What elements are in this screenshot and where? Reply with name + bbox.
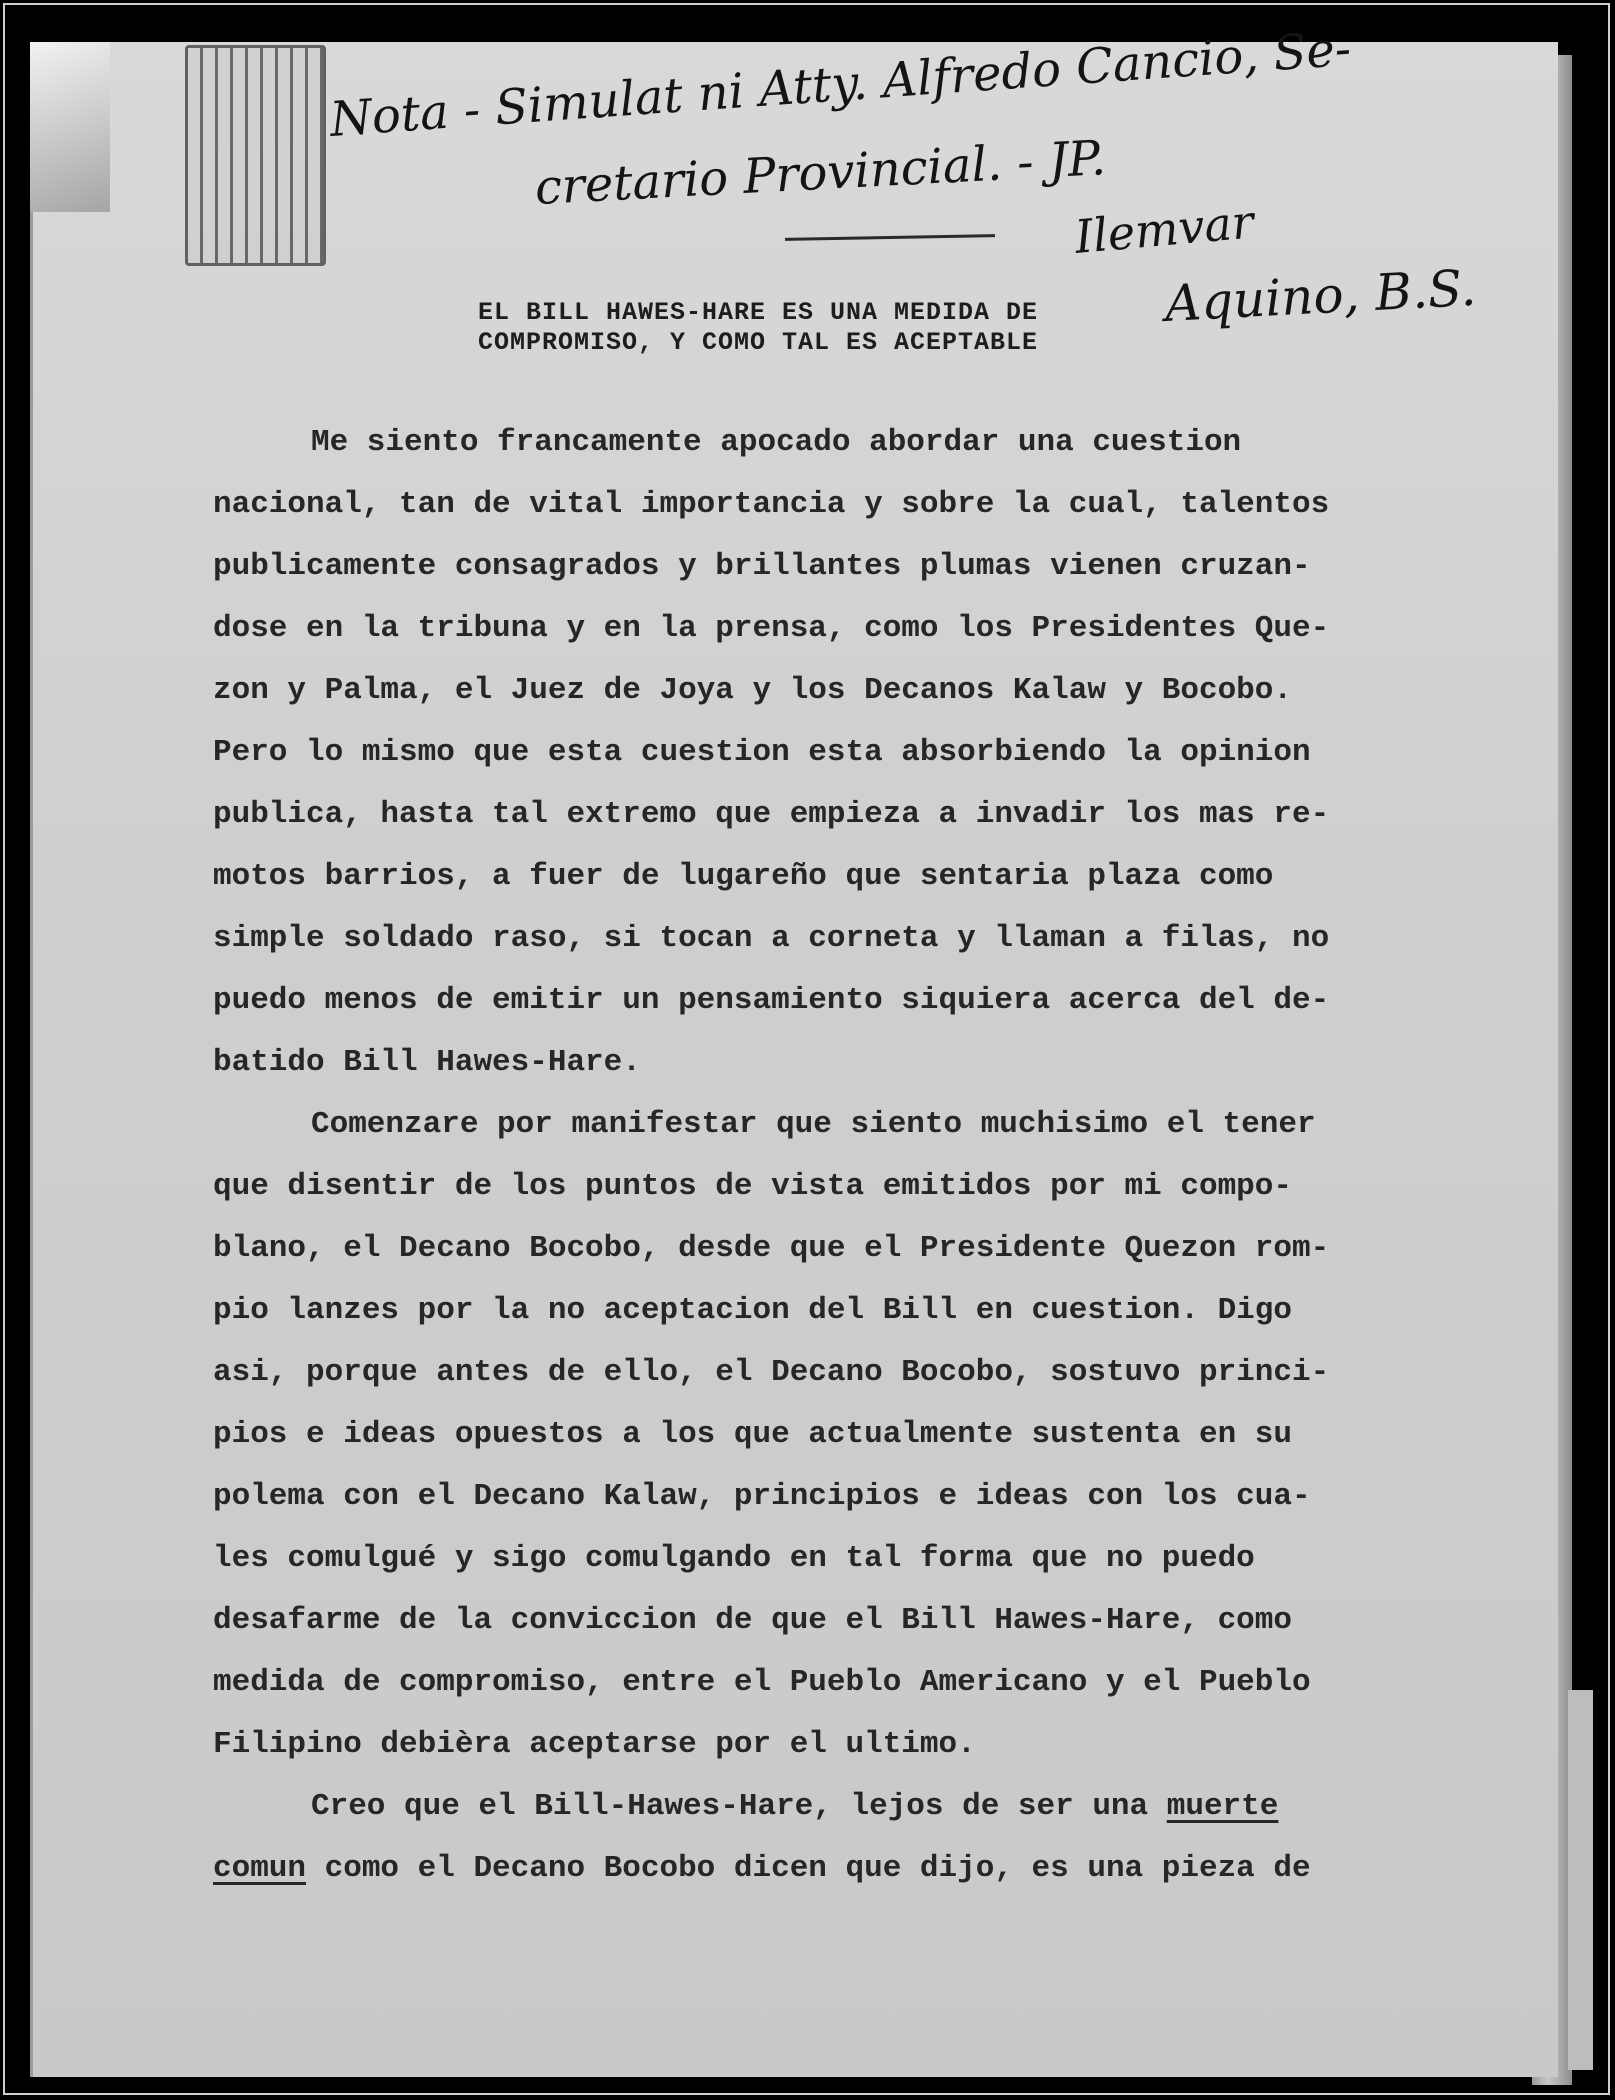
text-line: pios e ideas opuestos a los que actualmente sustenta en su xyxy=(213,1417,1292,1452)
text-line: dose en la tribuna y en la prensa, como los Presidentes Que- xyxy=(213,611,1330,646)
text-line: medida de compromiso, entre el Pueblo Americano y el Pueblo xyxy=(213,1665,1311,1700)
text-line: puedo menos de emitir un pensamiento siquiera acerca del de- xyxy=(213,983,1330,1018)
text-line: Pero lo mismo que esta cuestion esta absorbiendo la opinion xyxy=(213,735,1311,770)
paper-clip-mark xyxy=(185,45,326,266)
text-line: Comenzare por manifestar que siento muchisimo el tener xyxy=(311,1107,1316,1142)
text-line: nacional, tan de vital importancia y sobre la cual, talentos xyxy=(213,487,1330,522)
underlined-text: comun xyxy=(213,1851,307,1886)
text-fragment: como el Decano Bocobo dicen que dijo, es una pieza de xyxy=(306,1851,1311,1886)
text-line: motos barrios, a fuer de lugareño que sentaria plaza como xyxy=(213,859,1274,894)
text-line xyxy=(213,1776,1338,1838)
text-line: desafarme de la conviccion de que el Bill Hawes-Hare, como xyxy=(213,1603,1292,1638)
torn-corner xyxy=(30,42,110,212)
handwritten-note-line-1: Nota - Simulat ni Atty. Alfredo Cancio, Se- xyxy=(328,20,1353,148)
text-fragment: Creo que el Bill-Hawes-Hare, lejos de ser una xyxy=(311,1789,1167,1824)
text-line: blano, el Decano Bocobo, desde que el Presidente Quezon rom- xyxy=(213,1231,1330,1266)
document-title xyxy=(408,298,1108,358)
text-line: zon y Palma, el Juez de Joya y los Decanos Kalaw y Bocobo. xyxy=(213,673,1292,708)
text-line: Me siento francamente apocado abordar una cuestion xyxy=(311,425,1242,460)
text-line: que disentir de los puntos de vista emitidos por mi compo- xyxy=(213,1169,1292,1204)
text-line: publicamente consagrados y brillantes plumas vienen cruzan- xyxy=(213,549,1311,584)
underlined-text: muerte xyxy=(1166,1789,1279,1824)
text-line: simple soldado raso, si tocan a corneta y llaman a filas, no xyxy=(213,921,1330,956)
text-line: les comulgué y sigo comulgando en tal forma que no puedo xyxy=(213,1541,1255,1576)
document-body xyxy=(213,412,1338,1900)
text-line: batido Bill Hawes-Hare. xyxy=(213,1045,641,1080)
handwritten-note-line-2: cretario Provincial. - JP. xyxy=(533,130,1108,216)
text-line: publica, hasta tal extremo que empieza a invadir los mas re- xyxy=(213,797,1330,832)
text-line xyxy=(213,1838,1338,1900)
title-line-2: COMPROMISO, Y COMO TAL ES ACEPTABLE xyxy=(477,328,1039,357)
paper-edge-lower xyxy=(1568,1690,1593,2070)
text-line: asi, porque antes de ello, el Decano Bocobo, sostuvo princi- xyxy=(213,1355,1330,1390)
text-line: polema con el Decano Kalaw, principios e ideas con los cua- xyxy=(213,1479,1311,1514)
title-line-1: EL BILL HAWES-HARE ES UNA MEDIDA DE xyxy=(477,298,1039,327)
handwritten-signature-bottom: Aquino, B.S. xyxy=(1163,258,1478,333)
text-line: Filipino debièra aceptarse por el ultimo. xyxy=(213,1727,976,1762)
text-line: pio lanzes por la no aceptacion del Bill en cuestion. Digo xyxy=(213,1293,1292,1328)
handwritten-signature-top: Ilemvar xyxy=(1072,194,1256,264)
